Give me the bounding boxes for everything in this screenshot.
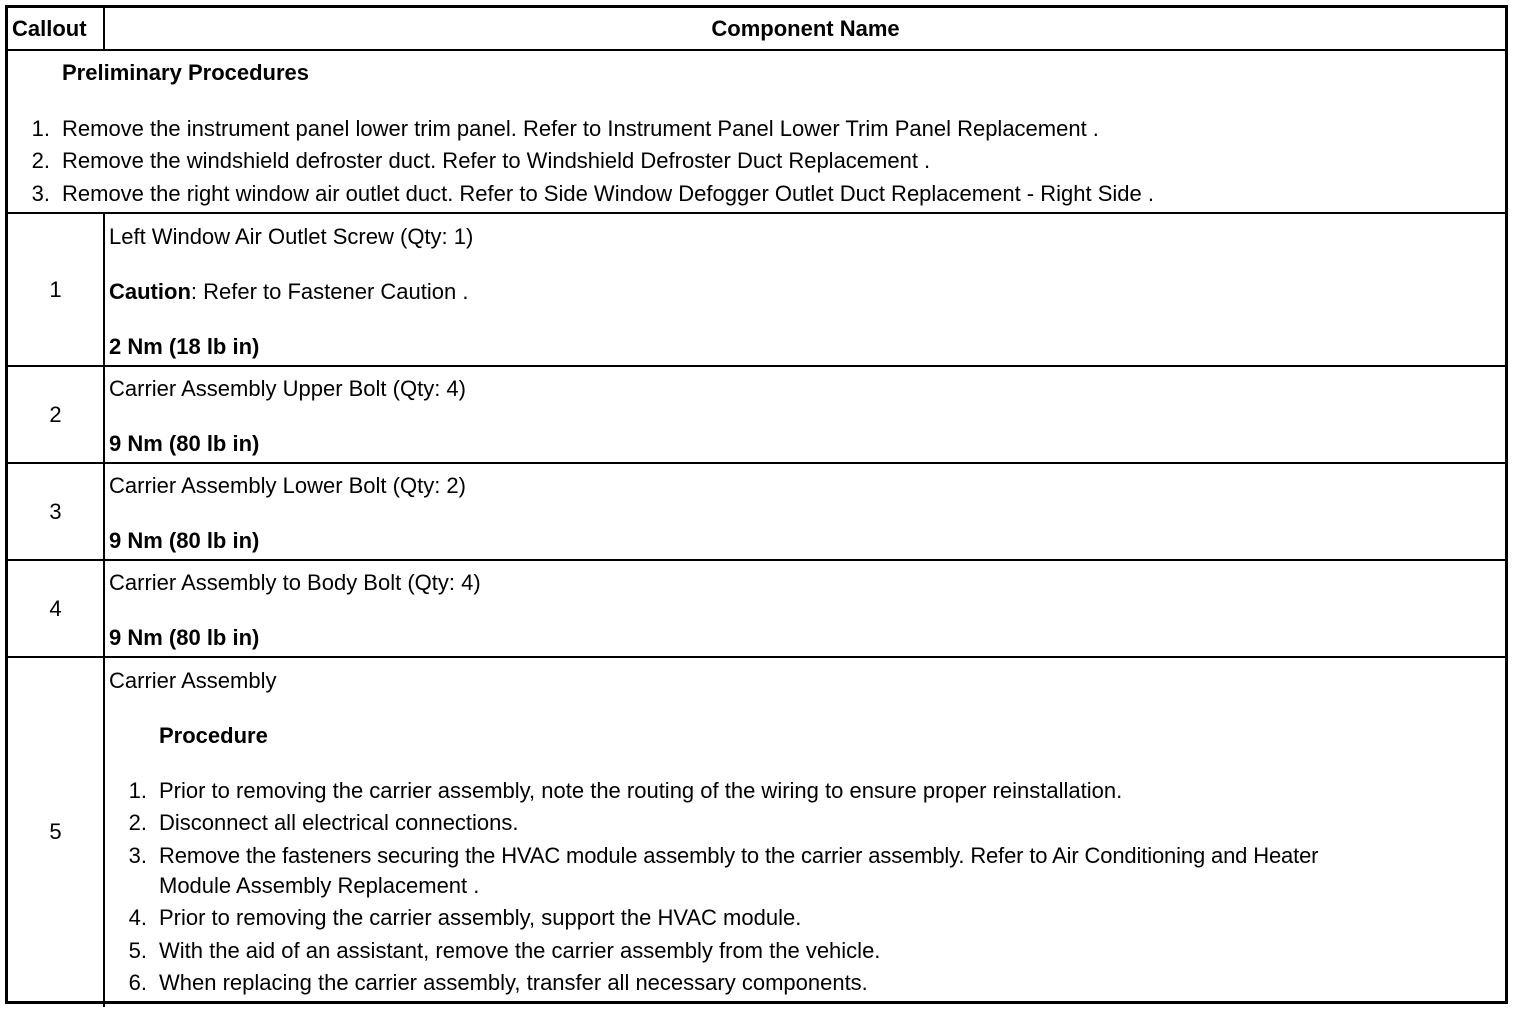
callout-number: 1: [49, 277, 62, 302]
preliminary-step-text: Remove the right window air outlet duct. Refer to Side Window Defogger Outlet Duct Replacement - Right Side .: [62, 181, 1154, 206]
preliminary-step-number: 3.: [31, 181, 50, 206]
procedure-step-text: When replacing the carrier assembly, transfer all necessary components.: [159, 970, 868, 995]
preliminary-step-text: Remove the windshield defroster duct. Refer to Windshield Defroster Duct Replacement .: [62, 148, 931, 173]
procedure-step-number: 4.: [128, 905, 147, 930]
callout-number: 4: [49, 596, 62, 621]
header-divider: [103, 8, 105, 50]
table-row: [8, 213, 1505, 366]
component-name: Left Window Air Outlet Screw (Qty: 1): [109, 224, 474, 249]
procedure-step-text: Prior to removing the carrier assembly, support the HVAC module.: [159, 905, 802, 930]
procedure-step-text: Remove the fasteners securing the HVAC module assembly to the carrier assembly. Refer to Air Conditioning and Heater: [159, 843, 1319, 868]
callout-table: [5, 5, 1508, 1004]
preliminary-step-text: Remove the instrument panel lower trim panel. Refer to Instrument Panel Lower Trim Panel Replacement .: [62, 116, 1099, 141]
procedure-step-number: 3.: [128, 843, 147, 868]
header-component-cell: [103, 8, 1508, 50]
torque-spec: 9 Nm (80 lb in): [109, 528, 260, 553]
component-name: Carrier Assembly to Body Bolt (Qty: 4): [109, 570, 481, 595]
header-callout: Callout: [12, 16, 87, 41]
callout-number: 5: [49, 819, 62, 844]
procedure-step-number: 1.: [128, 778, 147, 803]
procedure-step-number: 5.: [128, 938, 147, 963]
table-row: [8, 366, 1505, 462]
callout-number: 3: [49, 499, 62, 524]
torque-spec: 2 Nm (18 lb in): [109, 334, 260, 359]
procedure-step-text: Disconnect all electrical connections.: [159, 810, 519, 835]
preliminary-procedures: [8, 51, 1505, 213]
component-name: Carrier Assembly Upper Bolt (Qty: 4): [109, 376, 466, 401]
caution-label: Caution: [109, 279, 191, 304]
procedure-title: Procedure: [159, 723, 268, 748]
procedure-step-text-continued: Module Assembly Replacement .: [159, 873, 480, 898]
caution-text: : Refer to Fastener Caution .: [190, 279, 469, 304]
procedure-step-text: Prior to removing the carrier assembly, note the routing of the wiring to ensure proper reinstallation.: [159, 778, 1123, 803]
caution-line: [109, 281, 468, 303]
component-name: Carrier Assembly: [109, 668, 277, 693]
callout-number: 2: [49, 402, 62, 427]
table-row: [8, 463, 1505, 559]
procedure-step-text: With the aid of an assistant, remove the carrier assembly from the vehicle.: [159, 938, 881, 963]
preliminary-step-number: 2.: [31, 148, 50, 173]
component-name: Carrier Assembly Lower Bolt (Qty: 2): [109, 473, 466, 498]
torque-spec: 9 Nm (80 lb in): [109, 625, 260, 650]
table-row: [8, 657, 1505, 1002]
torque-spec: 9 Nm (80 lb in): [109, 431, 260, 456]
header-callout-cell: [8, 8, 103, 50]
preliminary-title: Preliminary Procedures: [62, 60, 310, 85]
procedure-step-number: 2.: [128, 810, 147, 835]
procedure-step-number: 6.: [128, 970, 147, 995]
table-row: [8, 560, 1505, 656]
preliminary-step-number: 1.: [31, 116, 50, 141]
header-component-name: Component Name: [711, 16, 900, 41]
